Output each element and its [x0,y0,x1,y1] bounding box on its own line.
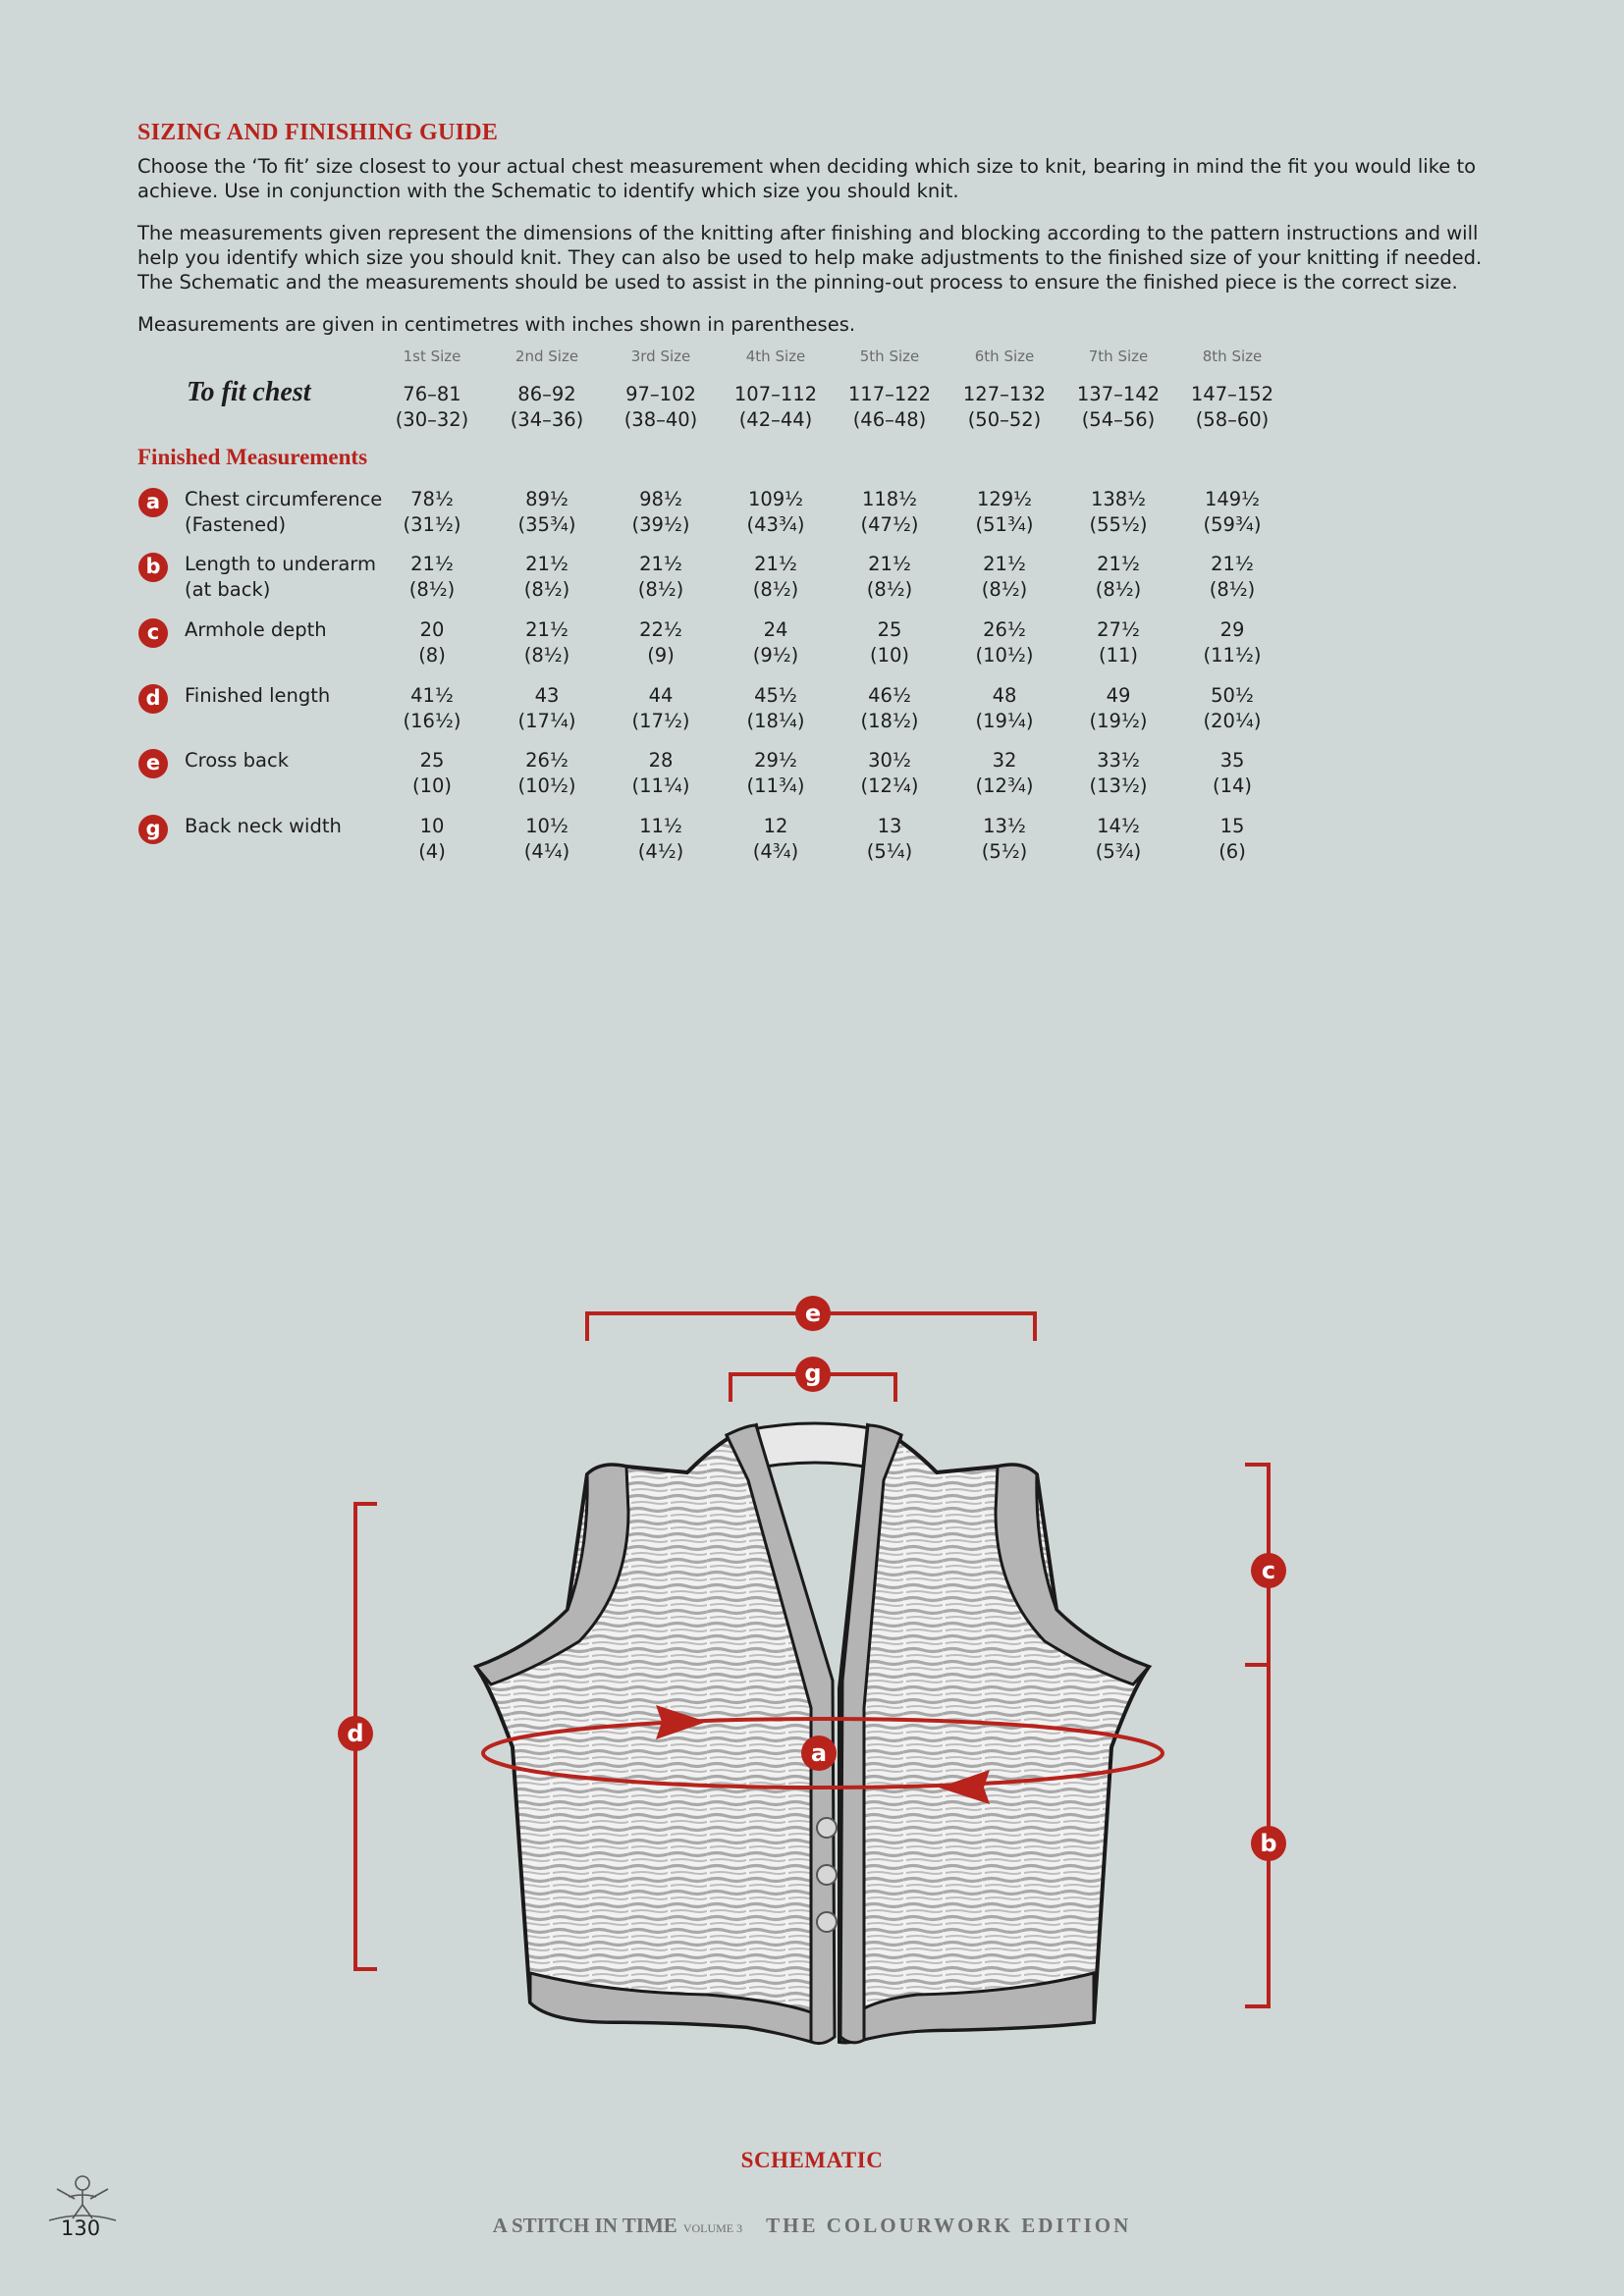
measurement-cm-value: 24 [763,618,788,641]
measurement-in-value: (8½) [1209,578,1256,601]
measurement-in-value: (10½) [517,774,576,797]
measurement-cm-value: 32 [992,749,1017,772]
measurement-cm-value: 89½ [525,488,568,510]
measurement-in-value: (18¼) [746,710,805,732]
measurement-in-value: (5¾) [1095,840,1142,863]
measurement-key-badge: c [138,618,168,648]
schematic-label-e: e [804,1300,822,1327]
measurement-in-value: (8) [418,644,446,667]
measurement-in-value: (10) [411,774,453,797]
measurement-cm-value: 25 [877,618,902,641]
measurement-in-value: (47½) [860,513,919,536]
to-fit-cm-value: 76–81 [403,383,461,405]
measurement-label: Chest circumference [185,488,383,510]
measurement-cm-value: 30½ [868,749,911,772]
intro-paragraph-2: The measurements given represent the dimensions of the knitting after finishing and blocking according to the pattern instructions and will help you identify which size you should knit. They can also be used to help make adjustments to the finished size of your knitting if needed. The Schematic and the measurements should be used to assist in the pinning-out process to ensure the finished piece is the correct size. [137,222,1483,294]
vest-schematic [0,1266,1624,2071]
measurement-cm-value: 45½ [754,684,797,707]
measurement-in-value: (4¼) [523,840,570,863]
book-volume: VOLUME 3 [682,2221,743,2235]
measurement-cm-value: 28 [648,749,674,772]
measurement-in-value: (35¾) [517,513,576,536]
measurement-label: Cross back [185,749,289,772]
measurement-cm-value: 13 [877,815,902,837]
size-header: 1st Size [403,347,461,365]
measurement-cm-value: 12 [763,815,788,837]
measurement-cm-value: 48 [992,684,1017,707]
measurement-in-value: (5¼) [866,840,913,863]
to-fit-cm-value: 127–132 [962,383,1047,405]
to-fit-cm-value: 117–122 [847,383,932,405]
measurement-cm-value: 149½ [1204,488,1261,510]
measurement-in-value: (4) [418,840,446,863]
measurement-cm-value: 49 [1106,684,1131,707]
to-fit-chest-label: To fit chest [187,377,311,407]
measurement-cm-value: 21½ [1211,553,1254,575]
measurement-in-value: (8½) [981,578,1028,601]
measurement-in-value: (14) [1212,774,1253,797]
measurement-sublabel: (at back) [185,578,271,601]
to-fit-cm-value: 107–112 [733,383,818,405]
measurement-cm-value: 21½ [983,553,1026,575]
measurement-cm-value: 118½ [861,488,918,510]
size-header: 3rd Size [630,347,691,365]
measurement-cm-value: 33½ [1097,749,1140,772]
measurement-cm-value: 10½ [525,815,568,837]
measurement-in-value: (51¾) [975,513,1034,536]
measurement-in-value: (12¼) [860,774,919,797]
vest-buttons [817,1818,837,1932]
measurement-cm-value: 10 [419,815,445,837]
page-number: 130 [61,2216,101,2240]
measurement-key-badge: a [138,488,168,517]
measurement-cm-value: 138½ [1090,488,1147,510]
measurement-in-value: (4¾) [752,840,799,863]
finished-measurements-heading: Finished Measurements [137,445,368,469]
measurement-in-value: (6) [1218,840,1246,863]
measurement-cm-value: 98½ [639,488,682,510]
book-title: A STITCH IN TIME [492,2214,677,2237]
measurement-in-value: (19½) [1089,710,1148,732]
vest-body [476,1423,1149,2044]
book-edition: THE COLOURWORK EDITION [766,2214,1132,2237]
to-fit-cm-value: 97–102 [625,383,696,405]
measurement-cm-value: 15 [1219,815,1245,837]
measurement-cm-value: 20 [419,618,445,641]
measurement-in-value: (10½) [975,644,1034,667]
measurement-in-value: (13½) [1089,774,1148,797]
measurement-cm-value: 14½ [1097,815,1140,837]
measurement-in-value: (8½) [752,578,799,601]
size-header: 7th Size [1088,347,1149,365]
measurement-sublabel: (Fastened) [185,513,287,536]
measurement-in-value: (39½) [631,513,690,536]
measurement-cm-value: 109½ [747,488,804,510]
measurement-cm-value: 22½ [639,618,682,641]
to-fit-in-value: (42–44) [738,408,813,431]
measurement-in-value: (8½) [408,578,456,601]
to-fit-in-value: (46–48) [852,408,927,431]
measurement-label: Finished length [185,684,331,707]
intro-paragraph-3: Measurements are given in centimetres with inches shown in parentheses. [137,313,856,336]
size-header: 5th Size [859,347,920,365]
measurement-in-value: (12¾) [975,774,1034,797]
measurement-in-value: (11½) [1203,644,1262,667]
to-fit-in-value: (54–56) [1081,408,1156,431]
guide-title: SIZING AND FINISHING GUIDE [137,120,499,145]
measurement-in-value: (16½) [403,710,461,732]
measurement-in-value: (10) [869,644,910,667]
measurement-cm-value: 44 [648,684,674,707]
measurement-in-value: (17¼) [517,710,576,732]
schematic-label-d: d [347,1720,364,1747]
measurement-key-badge: e [138,749,168,778]
measurement-in-value: (4½) [637,840,684,863]
measurement-cm-value: 50½ [1211,684,1254,707]
armhole-length-bracket [1245,1465,1269,2006]
to-fit-in-value: (30–32) [395,408,469,431]
to-fit-cm-value: 137–142 [1076,383,1161,405]
measurement-in-value: (31½) [403,513,461,536]
measurement-cm-value: 21½ [754,553,797,575]
measurement-key-badge: g [138,815,168,844]
measurement-cm-value: 21½ [868,553,911,575]
measurement-in-value: (59¾) [1203,513,1262,536]
measurement-in-value: (20¼) [1203,710,1262,732]
measurement-in-value: (19¼) [975,710,1034,732]
to-fit-in-value: (58–60) [1195,408,1270,431]
measurement-cm-value: 29½ [754,749,797,772]
size-header: 6th Size [974,347,1035,365]
measurement-cm-value: 21½ [410,553,454,575]
measurement-cm-value: 26½ [525,749,568,772]
measurement-label: Armhole depth [185,618,327,641]
footer-title [0,2214,1624,2238]
measurement-cm-value: 41½ [410,684,454,707]
measurement-cm-value: 129½ [976,488,1033,510]
measurement-in-value: (55½) [1089,513,1148,536]
measurement-cm-value: 29 [1219,618,1245,641]
measurement-label: Length to underarm [185,553,376,575]
measurement-cm-value: 25 [419,749,445,772]
measurement-in-value: (18½) [860,710,919,732]
schematic-title: SCHEMATIC [740,2148,884,2172]
measurement-in-value: (9) [647,644,675,667]
measurement-in-value: (17½) [631,710,690,732]
measurement-cm-value: 21½ [525,618,568,641]
measurement-in-value: (8½) [866,578,913,601]
measurement-cm-value: 21½ [1097,553,1140,575]
measurement-cm-value: 27½ [1097,618,1140,641]
schematic-label-g: g [804,1360,822,1387]
measurement-cm-value: 21½ [639,553,682,575]
measurement-in-value: (8½) [1095,578,1142,601]
to-fit-in-value: (50–52) [967,408,1042,431]
measurement-cm-value: 78½ [410,488,454,510]
measurement-in-value: (43¾) [746,513,805,536]
measurement-cm-value: 26½ [983,618,1026,641]
measurement-cm-value: 21½ [525,553,568,575]
to-fit-cm-value: 147–152 [1190,383,1274,405]
measurement-in-value: (9½) [752,644,799,667]
to-fit-cm-value: 86–92 [517,383,576,405]
measurement-in-value: (11¾) [746,774,805,797]
intro-paragraph-1: Choose the ‘To fit’ size closest to your actual chest measurement when deciding which size to knit, bearing in mind the fit you would like to achieve. Use in conjunction with the Schematic to identify which size you should knit. [137,155,1477,202]
schematic-label-c: c [1261,1557,1276,1584]
measurement-cm-value: 35 [1219,749,1245,772]
measurement-key-badge: d [138,684,168,714]
schematic-label-b: b [1260,1830,1277,1857]
measurement-in-value: (11) [1098,644,1139,667]
measurement-in-value: (11¼) [631,774,690,797]
measurement-in-value: (5½) [981,840,1028,863]
size-header: 8th Size [1202,347,1263,365]
measurement-in-value: (8½) [523,644,570,667]
measurement-cm-value: 11½ [639,815,682,837]
schematic-label-a: a [810,1739,828,1767]
measurement-label: Back neck width [185,815,342,837]
measurement-key-badge: b [138,553,168,582]
measurement-cm-value: 13½ [983,815,1026,837]
measurement-in-value: (8½) [637,578,684,601]
measurement-in-value: (8½) [523,578,570,601]
measurement-cm-value: 46½ [868,684,911,707]
measurement-cm-value: 43 [534,684,560,707]
size-header: 2nd Size [514,347,579,365]
to-fit-in-value: (38–40) [623,408,698,431]
to-fit-in-value: (34–36) [510,408,584,431]
size-header: 4th Size [745,347,806,365]
